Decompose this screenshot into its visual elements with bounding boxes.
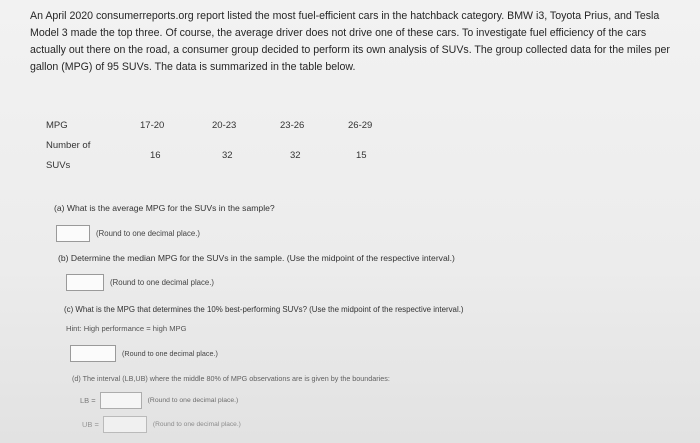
lb-round-hint: (Round to one decimal place.) [147, 397, 239, 404]
answer-row-a [56, 225, 200, 242]
hint-line-c: Hint: High performance = high MPG [66, 324, 187, 333]
round-hint-b: (Round to one decimal place.) [110, 278, 215, 287]
count-row-label-1: Number of [46, 140, 91, 151]
bin-1: 17-20 [140, 120, 165, 131]
question-c: (c) What is the MPG that determines the 10% best-performing SUVs? (Use the midpoint of the respective interval.) [64, 305, 464, 314]
round-hint-a: (Round to one decimal place.) [96, 229, 201, 238]
ub-label: UB = [82, 420, 99, 429]
question-a: (a) What is the average MPG for the SUVs in the sample? [54, 203, 275, 213]
answer-row-b [66, 274, 214, 291]
question-b: (b) Determine the median MPG for the SUVs in the sample. (Use the midpoint of the respective interval.) [58, 253, 455, 263]
answer-input-b[interactable] [66, 274, 104, 291]
count-row-label-2: SUVs [46, 160, 71, 171]
bin-3: 23-26 [280, 120, 305, 131]
bin-2: 20-23 [212, 120, 237, 131]
count-1: 16 [150, 150, 161, 161]
answer-input-c[interactable] [70, 345, 116, 362]
count-3: 32 [290, 150, 301, 161]
round-hint-c: (Round to one decimal place.) [122, 349, 218, 358]
answer-row-c [70, 345, 218, 362]
bin-4: 26-29 [348, 120, 373, 131]
mpg-row-label: MPG [46, 120, 68, 131]
problem-intro: An April 2020 consumerreports.org report listed the most fuel-efficient cars in the hatchback category. BMW i3, Toyota Prius, and Tesla Model 3 made the top three. Of course, the average driver does not drive one of these cars. To investigate fuel efficiency of the cars actually out there on the road, a consumer group decided to perform its own analysis of SUVs. The group collected data for the miles per gallon (MPG) of 95 SUVs. The data is summarized in the table below. [30, 10, 670, 73]
ub-row [82, 416, 241, 433]
count-4: 15 [356, 150, 367, 161]
question-d: (d) The interval (LB,UB) where the middle 80% of MPG observations are is given by the boundaries: [72, 374, 390, 383]
count-2: 32 [222, 150, 233, 161]
ub-round-hint: (Round to one decimal place.) [152, 421, 241, 428]
lb-row [80, 392, 238, 409]
lb-input[interactable] [100, 392, 142, 409]
answer-input-a[interactable] [56, 225, 90, 242]
ub-input[interactable] [103, 416, 147, 433]
lb-label: LB = [80, 396, 96, 405]
